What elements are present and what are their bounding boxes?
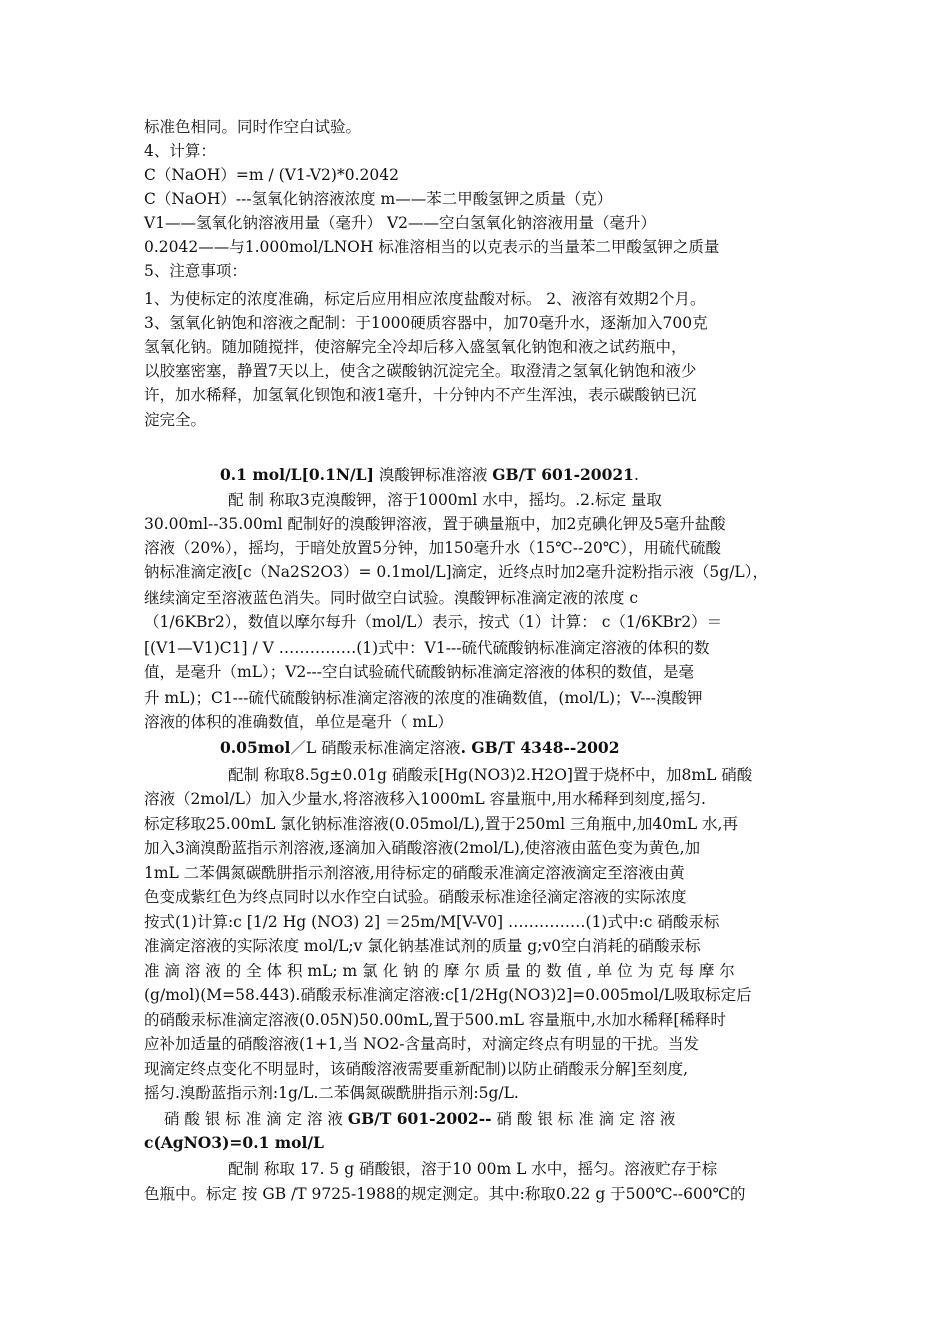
text-line: C（NaOH）=m / (V1-V2)*0.2042 bbox=[144, 166, 399, 184]
text-line: V1——氢氧化钠溶液用量（毫升） V2——空白氢氧化钠溶液用量（毫升） bbox=[144, 214, 657, 232]
heading-bold: GB/T 601-2002-- bbox=[347, 1109, 492, 1128]
text-line: 加入3滴溴酚蓝指示剂溶液,逐滴加入硝酸溶液(2mol/L),使溶液由蓝色变为黄色,加 bbox=[144, 839, 701, 857]
text-line: 溶液（2mol/L）加入少量水,将溶液移入1000mL 容量瓶中,用水稀释到刻度,摇匀. bbox=[144, 790, 706, 808]
text-line: 的硝酸汞标准滴定溶液(0.05N)50.00mL,置于500.mL 容量瓶中,水加水稀释[稀释时 bbox=[144, 1011, 726, 1029]
text-line: C（NaOH）---氢氧化钠溶液浓度 m——苯二甲酸氢钾之质量（克） bbox=[144, 190, 613, 208]
text-line: 1mL 二苯偶氮碳酰肼指示剂溶液,用待标定的硝酸汞准滴定溶液滴定至溶液由黄 bbox=[144, 864, 685, 882]
text-line: 溶液的体积的准确数值，单位是毫升（ mL） bbox=[144, 713, 453, 731]
text-line: 值，是毫升（mL）；V2---空白试验硫代硫酸钠标准滴定溶液的体积的数值，是毫 bbox=[144, 663, 695, 681]
text-line: 现滴定终点变化不明显时，该硝酸溶液需要重新配制)以防止硝酸汞分解]至刻度, bbox=[144, 1060, 689, 1078]
text-line: 准滴定溶液的实际浓度 mol/L;v 氯化钠基准试剂的质量 g;v0空白消耗的硝酸汞标 bbox=[144, 937, 701, 955]
section-heading-agno3-line2: c(AgNO3)=0.1 mol/L bbox=[144, 1133, 324, 1152]
heading-text: 硝 酸 银 标 准 滴 定 溶 液 bbox=[164, 1110, 348, 1128]
text-line: 0.2042——与1.000mol/LNOH 标准溶相当的以克表示的当量苯二甲酸氢钾之质量 bbox=[144, 238, 720, 256]
text-line: 摇匀.溴酚蓝指示剂:1g/L.二苯偶氮碳酰肼指示剂:5g/L. bbox=[144, 1084, 519, 1102]
text-line: 按式(1)计算:c [1/2 Hg (NO3) 2] ＝25m/M[V-V0] ……………(1)式中:c 硝酸汞标 bbox=[144, 913, 720, 931]
section-heading-kbro3 bbox=[220, 463, 639, 487]
text-line: 3、氢氧化钠饱和溶液之配制：于1000硬质容器中，加70毫升水，逐渐加入700克 bbox=[144, 314, 708, 332]
heading-bold: . GB/T 4348--2002 bbox=[460, 738, 620, 757]
text-line: 以胶塞密塞，静置7天以上，使含之碳酸钠沉淀完全。取澄清之氢氧化钠饱和液少 bbox=[144, 362, 697, 380]
text-line: 钠标准滴定液[c（Na2S2O3）= 0.1mol/L]滴定，近终点时加2毫升淀粉指示液（5g/L）， bbox=[144, 563, 768, 581]
text-line: 许，加水稀释，加氢氧化钡饱和液1毫升，十分钟内不产生浑浊，表示碳酸钠已沉 bbox=[144, 386, 697, 404]
text-line: 准 滴 溶 液 的 全 体 积 mL; m 氯 化 钠 的 摩 尔 质 量 的 数 值 , 单 位 为 克 每 摩 尔 bbox=[144, 962, 735, 980]
text-line: 配 制 称取3克溴酸钾，溶于1000ml 水中，摇均。.2.标定 量取 bbox=[228, 491, 662, 509]
text-line: 标定移取25.00mL 氯化钠标准溶液(0.05mol/L),置于250ml 三角瓶中,加40mL 水,再 bbox=[144, 815, 738, 833]
text-line: 应补加适量的硝酸溶液(1+1,当 NO2-含量高时，对滴定终点有明显的干扰。当发 bbox=[144, 1035, 699, 1053]
heading-bold: 0.1 mol/L[0.1N/L] bbox=[220, 465, 374, 484]
text-line: 30.00ml--35.00ml 配制好的溴酸钾溶液，置于碘量瓶中，加2克碘化钾及5毫升盐酸 bbox=[144, 515, 726, 533]
text-line: 1、为使标定的浓度准确，标定后应用相应浓度盐酸对标。 2、液溶有效期2个月。 bbox=[144, 290, 706, 308]
text-line: （1/6KBr2），数值以摩尔每升（mol/L）表示，按式（1）计算： c（1/6KBr2）＝ bbox=[144, 613, 723, 631]
text-line: 配制 称取 17. 5 g 硝酸银，溶于10 00m L 水中，摇匀。溶液贮存于棕 bbox=[228, 1160, 718, 1178]
text-line: 标准色相同。同时作空白试验。 bbox=[144, 118, 362, 136]
heading-text: 溴酸钾标准溶液 bbox=[373, 466, 493, 484]
text-line: 色变成紫红色为终点同时以水作空白试验。硝酸汞标准途径滴定溶液的实际浓度 bbox=[144, 888, 687, 906]
text-line: 配制 称取8.5g±0.01g 硝酸汞[Hg(NO3)2.H2O]置于烧杯中，加8mL 硝酸 bbox=[228, 766, 753, 784]
text-line: 4、计算： bbox=[144, 142, 216, 160]
section-heading-agno3 bbox=[164, 1107, 675, 1131]
section-heading-hgno3 bbox=[220, 736, 620, 760]
text-line: 淀完全。 bbox=[144, 411, 207, 429]
heading-text: ／L 硝酸汞标准滴定溶液 bbox=[290, 739, 461, 757]
text-line: [(V1—V1)C1] / V ……………(1)式中：V1---硫代硫酸钠标准滴定溶液的体积的数 bbox=[144, 639, 710, 657]
heading-bold: 0.05mol bbox=[220, 738, 291, 757]
text-line: 色瓶中。标定 按 GB /T 9725-1988的规定测定。其中:称取0.22 g 于500℃--600℃的 bbox=[144, 1185, 746, 1203]
text-line: (g/mol)(M=58.443).硝酸汞标准滴定溶液:c[1/2Hg(NO3)2]=0.005mol/L吸取标定后 bbox=[144, 986, 752, 1004]
text-line: 5、注意事项： bbox=[144, 262, 247, 280]
text-line: 继续滴定至溶液蓝色消失。同时做空白试验。溴酸钾标准滴定液的浓度 c bbox=[144, 589, 639, 607]
heading-text: 硝 酸 银 标 准 滴 定 溶 液 bbox=[491, 1110, 676, 1128]
text-line: 升 mL)；C1---硫代硫酸钠标准滴定溶液的浓度的准确数值，(mol/L)；V---溴酸钾 bbox=[144, 689, 703, 707]
text-line: 溶液（20%），摇均，于暗处放置5分钟，加150毫升水（15℃--20℃），用硫代硫酸 bbox=[144, 539, 721, 557]
heading-bold: GB/T 601-20021 bbox=[492, 465, 634, 484]
text-line: 氢氧化钠。随加随搅拌，使溶解完全冷却后移入盛氢氧化钠饱和液之试药瓶中， bbox=[144, 338, 687, 356]
heading-text: . bbox=[633, 466, 639, 484]
